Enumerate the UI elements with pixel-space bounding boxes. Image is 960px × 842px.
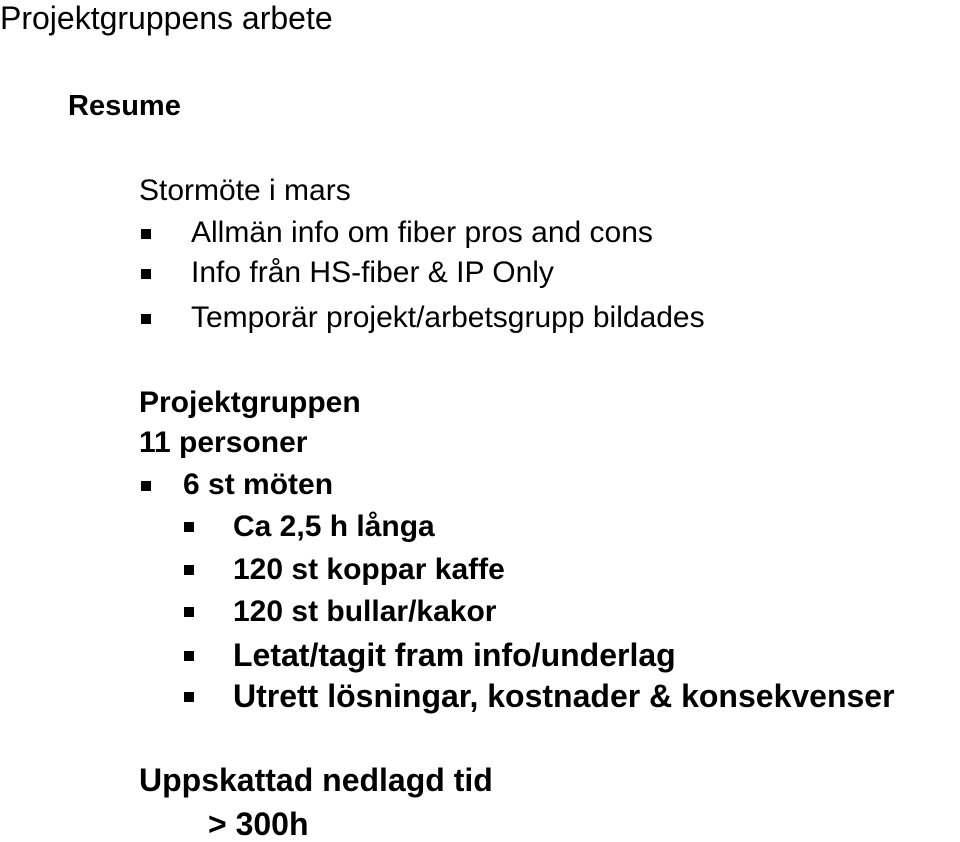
estimated-time-value: > 300h: [208, 806, 309, 842]
stormote-heading: Stormöte i mars: [139, 174, 351, 207]
meetings-count: 6 st möten: [183, 468, 334, 501]
square-bullet-icon: [141, 481, 151, 491]
meeting-detail: Letat/tagit fram info/underlag: [233, 637, 676, 673]
estimated-time-heading: Uppskattad nedlagd tid: [139, 762, 493, 798]
square-bullet-icon: [184, 692, 194, 702]
stormote-item: Allmän info om fiber pros and cons: [191, 216, 653, 249]
page-title: Projektgruppens arbete: [0, 0, 333, 36]
stormote-item: Temporär projekt/arbetsgrupp bildades: [191, 301, 705, 334]
square-bullet-icon: [184, 522, 194, 532]
meeting-detail: Ca 2,5 h långa: [233, 510, 435, 543]
square-bullet-icon: [141, 269, 151, 279]
square-bullet-icon: [184, 565, 194, 575]
stormote-item: Info från HS-fiber & IP Only: [191, 256, 554, 289]
square-bullet-icon: [141, 229, 151, 239]
projektgruppen-heading: Projektgruppen: [139, 386, 361, 419]
resume-heading: Resume: [68, 90, 181, 122]
square-bullet-icon: [141, 314, 151, 324]
square-bullet-icon: [184, 607, 194, 617]
members-count: 11 personer: [139, 426, 308, 459]
meeting-detail: 120 st koppar kaffe: [233, 553, 505, 586]
square-bullet-icon: [184, 651, 194, 661]
meeting-detail: 120 st bullar/kakor: [233, 595, 497, 628]
meeting-detail: Utrett lösningar, kostnader & konsekvenser: [233, 678, 895, 714]
